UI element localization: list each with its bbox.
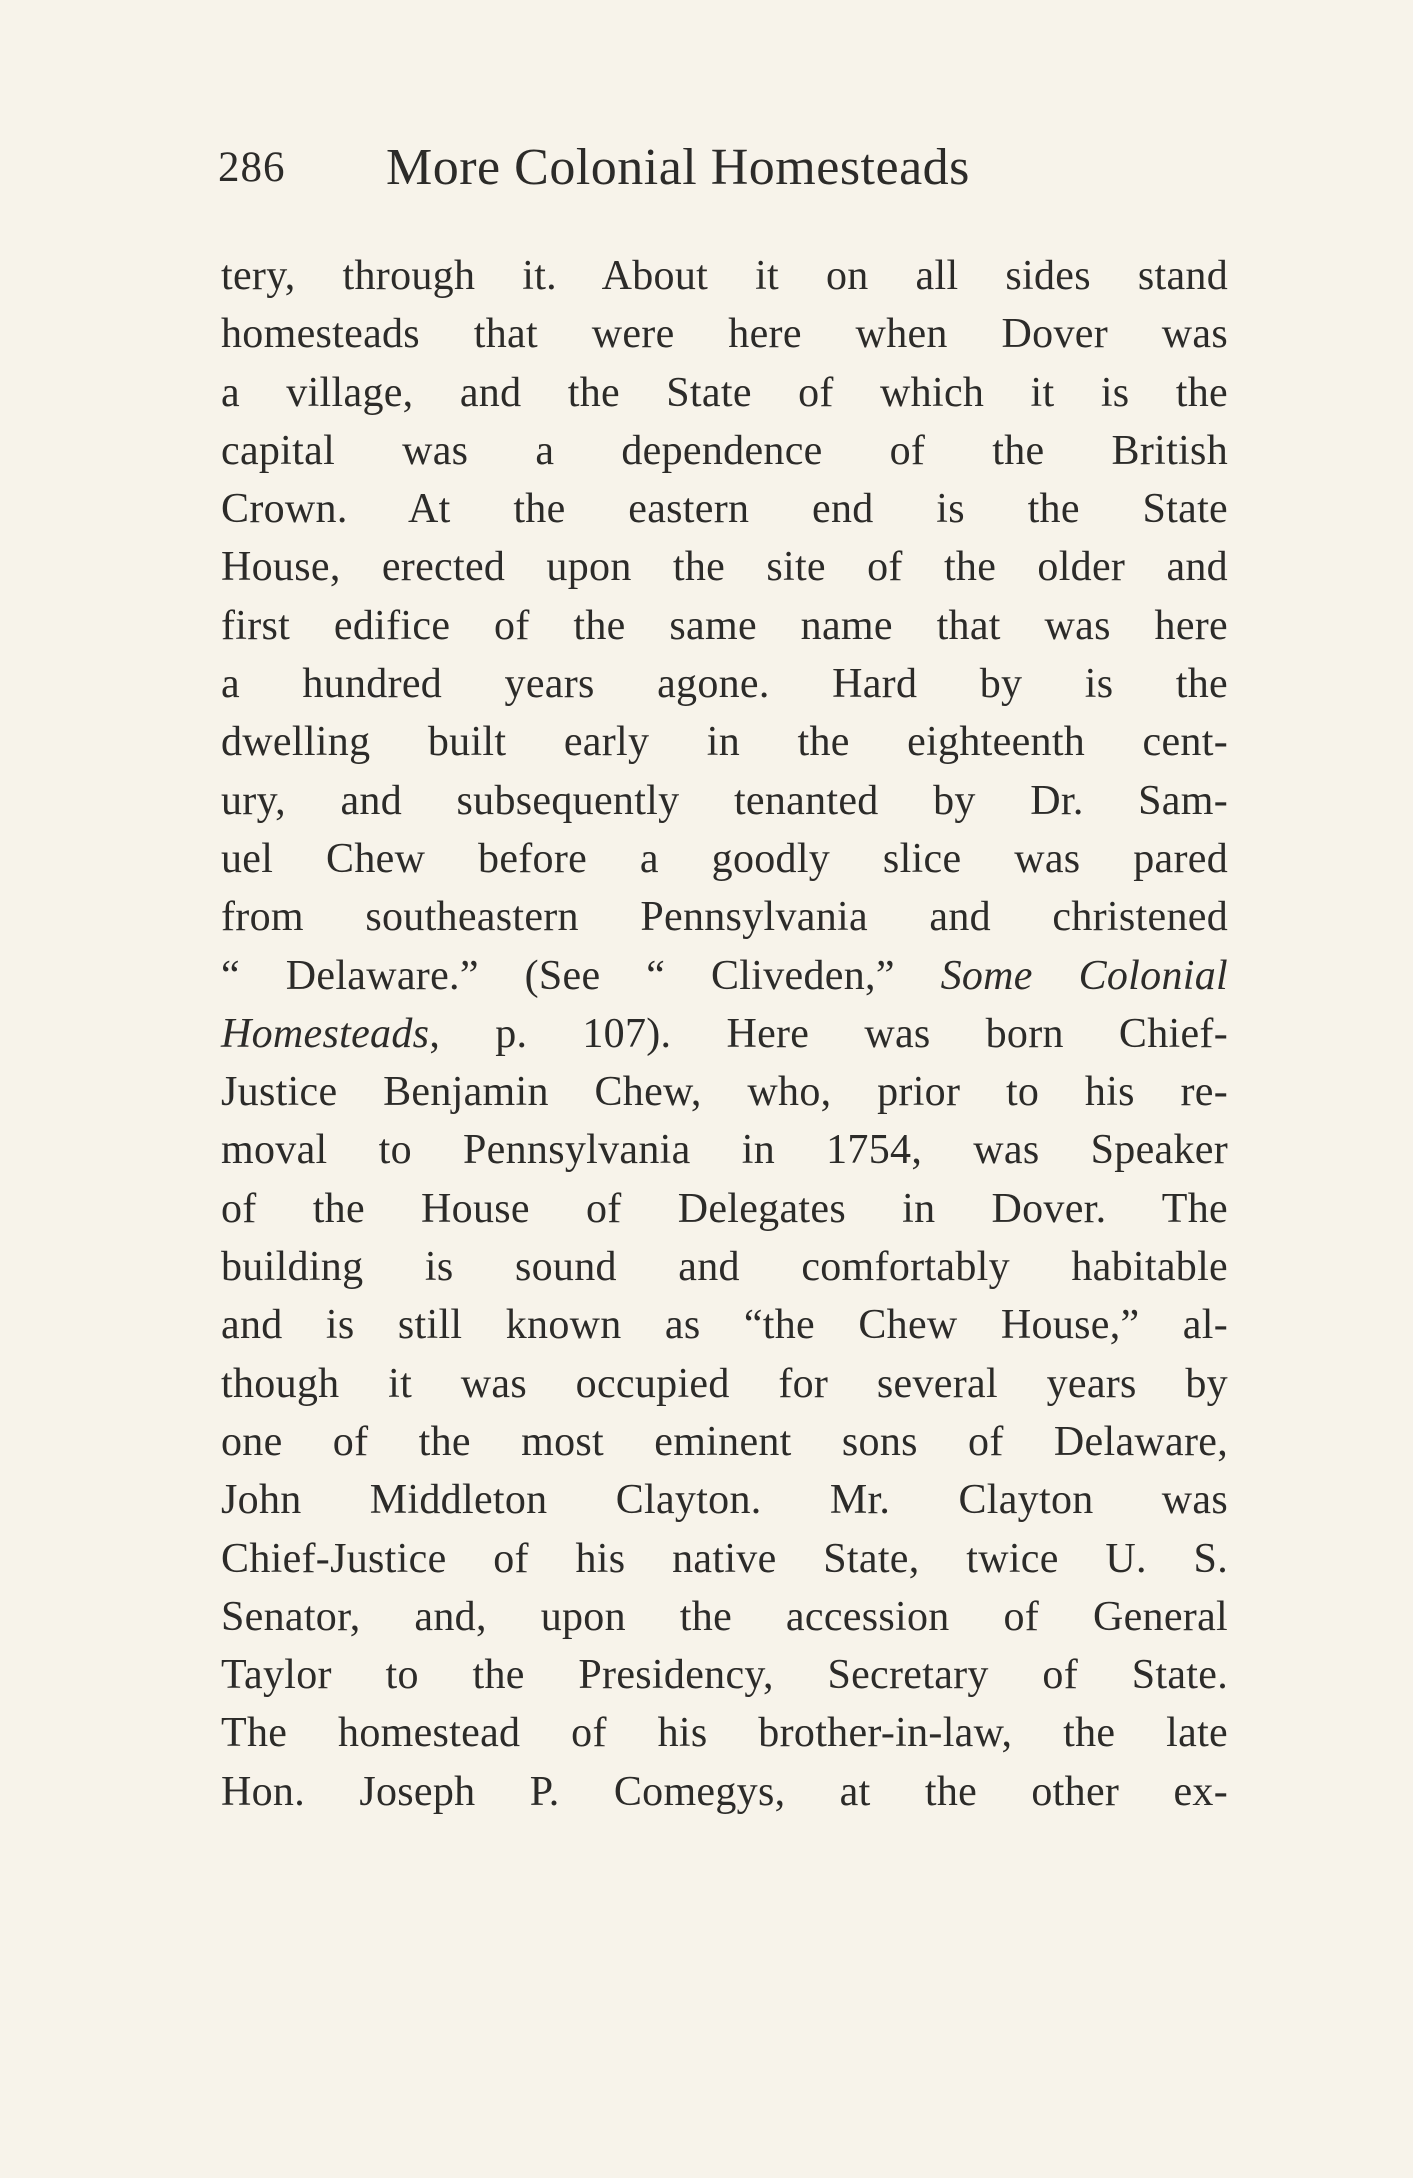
text-line: Chief-Justice of his native State, twice U. S. [221, 1535, 1228, 1582]
text-line: House, erected upon the site of the older and [221, 544, 1228, 591]
italic-book-title: Some Colonial [940, 952, 1228, 999]
text-line: homesteads that were here when Dover was [221, 311, 1228, 358]
text-line: from southeastern Pennsylvania and christened [221, 894, 1228, 941]
text-line: Senator, and, upon the accession of General [221, 1593, 1228, 1640]
text-line: dwelling built early in the eighteenth cent- [221, 719, 1228, 766]
text-line: one of the most eminent sons of Delaware, [221, 1418, 1228, 1465]
text-line: Taylor to the Presidency, Secretary of State. [221, 1652, 1228, 1699]
text-line: though it was occupied for several years by [221, 1360, 1228, 1407]
text-line: building is sound and comfortably habitable [221, 1244, 1228, 1291]
text-line: Crown. At the eastern end is the State [221, 486, 1228, 533]
text-line: ury, and subsequently tenanted by Dr. Sam- [221, 777, 1228, 824]
text-span: , p. 107). Here was born Chief- [429, 1010, 1228, 1057]
text-line-with-italic [221, 947, 1228, 1005]
text-line-with-italic [221, 1005, 1228, 1063]
text-line: Hon. Joseph P. Comegys, at the other ex- [221, 1768, 1228, 1815]
text-line: and is still known as “the Chew House,” al- [221, 1302, 1228, 1349]
text-line: tery, through it. About it on all sides stand [221, 253, 1228, 299]
text-line: a hundred years agone. Hard by is the [221, 661, 1228, 708]
page-header [218, 138, 1218, 208]
text-line: The homestead of his brother-in-law, the late [221, 1710, 1228, 1757]
text-span: “ Delaware.” (See “ Cliveden,” [221, 952, 941, 999]
text-line: capital was a dependence of the British [221, 427, 1228, 474]
running-title: More Colonial Homesteads [386, 139, 970, 196]
text-line: John Middleton Clayton. Mr. Clayton was [221, 1477, 1228, 1524]
text-line: uel Chew before a goodly slice was pared [221, 835, 1228, 882]
text-line: a village, and the State of which it is the [221, 369, 1228, 416]
text-line: moval to Pennsylvania in 1754, was Speaker [221, 1127, 1228, 1174]
text-line: Justice Benjamin Chew, who, prior to his re- [221, 1069, 1228, 1116]
body-text [221, 247, 1228, 1821]
text-line: first edifice of the same name that was here [221, 602, 1228, 649]
text-line: of the House of Delegates in Dover. The [221, 1185, 1228, 1232]
page-number: 286 [218, 144, 286, 191]
italic-book-title: Homesteads [221, 1010, 430, 1057]
